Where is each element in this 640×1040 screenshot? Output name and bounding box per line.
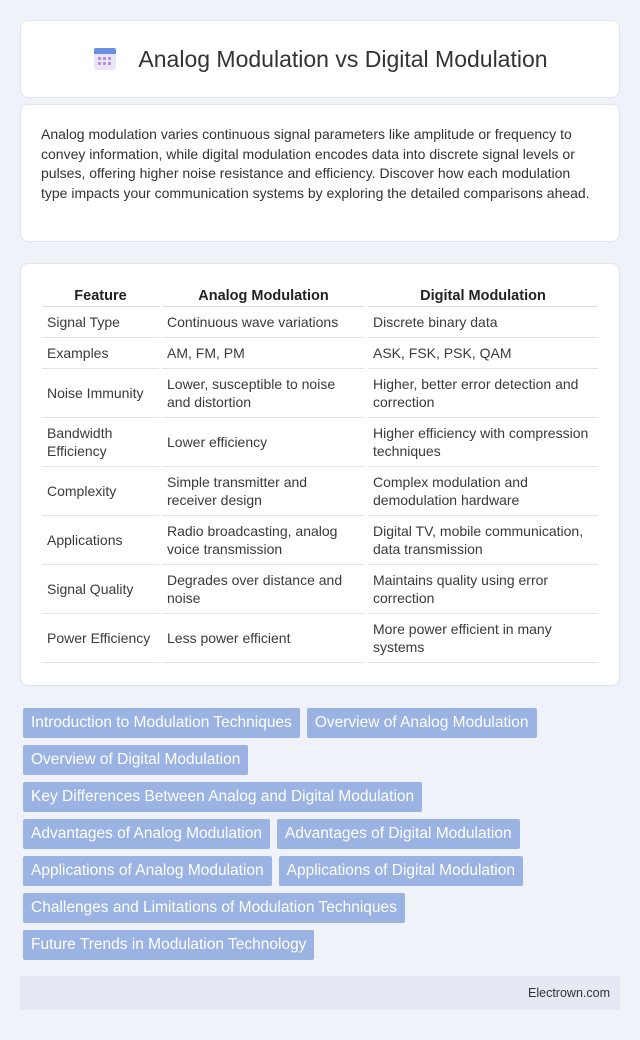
digital-cell: Discrete binary data	[368, 307, 598, 338]
analog-cell: Simple transmitter and receiver design	[162, 467, 365, 516]
table-row	[42, 614, 598, 663]
page-title: Analog Modulation vs Digital Modulation	[138, 45, 548, 72]
digital-cell: ASK, FSK, PSK, QAM	[368, 338, 598, 369]
intro-card	[20, 104, 620, 242]
feature-cell: Examples	[42, 338, 159, 369]
tag-applications-analog[interactable]: Applications of Analog Modulation	[23, 856, 272, 886]
digital-cell: Higher efficiency with compression techniques	[368, 418, 598, 467]
calendar-icon	[92, 46, 118, 72]
table-row	[42, 467, 598, 516]
tag-overview-digital[interactable]: Overview of Digital Modulation	[23, 745, 248, 775]
header-feature: Feature	[42, 286, 159, 307]
footer	[20, 976, 620, 1010]
header-digital: Digital Modulation	[368, 286, 598, 307]
digital-cell: Higher, better error detection and correction	[368, 369, 598, 418]
analog-cell: Continuous wave variations	[162, 307, 365, 338]
table-row	[42, 338, 598, 369]
header-analog: Analog Modulation	[162, 286, 365, 307]
tag-challenges[interactable]: Challenges and Limitations of Modulation Techniques	[23, 893, 405, 923]
feature-cell: Bandwidth Efficiency	[42, 418, 159, 467]
analog-cell: Radio broadcasting, analog voice transmission	[162, 516, 365, 565]
feature-cell: Complexity	[42, 467, 159, 516]
title-card	[20, 20, 620, 98]
analog-cell: AM, FM, PM	[162, 338, 365, 369]
digital-cell: Digital TV, mobile communication, data transmission	[368, 516, 598, 565]
feature-cell: Noise Immunity	[42, 369, 159, 418]
digital-cell: More power efficient in many systems	[368, 614, 598, 663]
tag-introduction[interactable]: Introduction to Modulation Techniques	[23, 708, 300, 738]
table-row	[42, 307, 598, 338]
analog-cell: Less power efficient	[162, 614, 365, 663]
analog-cell: Lower efficiency	[162, 418, 365, 467]
footer-site-name: Electrown.com	[528, 986, 610, 1000]
digital-cell: Maintains quality using error correction	[368, 565, 598, 614]
comparison-table	[39, 286, 601, 663]
analog-cell: Lower, susceptible to noise and distortion	[162, 369, 365, 418]
intro-paragraph: Analog modulation varies continuous signal parameters like amplitude or frequency to convey information, while digital modulation encodes data into discrete signal levels or pulses, offering higher noise resistance and efficiency. Discover how each modulation type impacts your communication systems by exploring the detailed comparisons ahead.	[41, 126, 590, 201]
feature-cell: Signal Quality	[42, 565, 159, 614]
digital-cell: Complex modulation and demodulation hardware	[368, 467, 598, 516]
feature-cell: Applications	[42, 516, 159, 565]
table-row	[42, 369, 598, 418]
table-row	[42, 565, 598, 614]
tag-future-trends[interactable]: Future Trends in Modulation Technology	[23, 930, 314, 960]
tag-key-differences[interactable]: Key Differences Between Analog and Digital Modulation	[23, 782, 422, 812]
tag-applications-digital[interactable]: Applications of Digital Modulation	[279, 856, 523, 886]
topic-tags	[20, 708, 620, 967]
table-row	[42, 516, 598, 565]
comparison-card	[20, 263, 620, 686]
feature-cell: Power Efficiency	[42, 614, 159, 663]
feature-cell: Signal Type	[42, 307, 159, 338]
tag-overview-analog[interactable]: Overview of Analog Modulation	[307, 708, 537, 738]
table-header-row	[42, 286, 598, 307]
analog-cell: Degrades over distance and noise	[162, 565, 365, 614]
tag-advantages-digital[interactable]: Advantages of Digital Modulation	[277, 819, 520, 849]
table-row	[42, 418, 598, 467]
tag-advantages-analog[interactable]: Advantages of Analog Modulation	[23, 819, 270, 849]
